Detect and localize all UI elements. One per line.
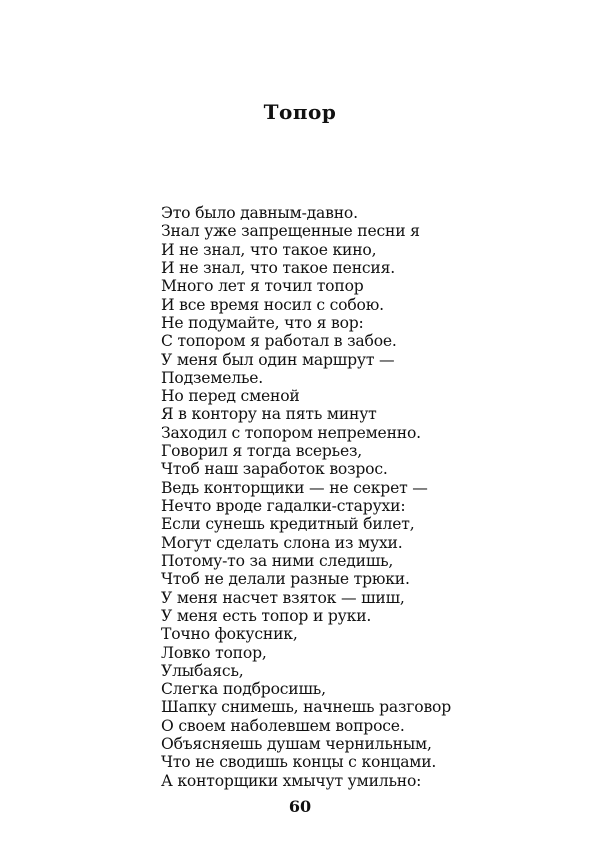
page-title: Топор xyxy=(263,100,337,124)
poem-line: С топором я работал в забое. xyxy=(161,332,397,351)
poem-body xyxy=(161,204,451,790)
poem-line: Чтоб не делали разные трюки. xyxy=(161,570,410,589)
poem-line: О своем наболевшем вопросе. xyxy=(161,716,405,735)
poem-line: Чтоб наш заработок возрос. xyxy=(161,460,388,479)
poem-line: Нечто вроде гадалки-старухи: xyxy=(161,497,406,515)
page-number: 60 xyxy=(288,797,312,816)
poem-line: Ведь конторщики — не секрет — xyxy=(161,478,428,497)
poem-line: У меня есть топор и руки. xyxy=(161,606,372,625)
poem-line: Заходил с топором непременно. xyxy=(161,423,421,442)
poem-line: И не знал, что такое кино, xyxy=(161,240,377,259)
poem-line: Точно фокусник, xyxy=(161,625,298,644)
poem-line: И не знал, что такое пенсия. xyxy=(161,258,396,277)
poem-line: А конторщики хмычут умильно: xyxy=(161,771,422,790)
poem-line: Подземелье. xyxy=(161,368,264,387)
poem-line: Это было давным-давно. xyxy=(161,204,358,222)
poem-line: Много лет я точил топор xyxy=(161,277,364,296)
poem-line: Я в контору на пять минут xyxy=(161,405,377,424)
poem-line: Если сунешь кредитный билет, xyxy=(161,515,415,534)
poem-line: Могут сделать слона из мухи. xyxy=(161,533,403,552)
poem-line: Улыбаясь, xyxy=(161,661,244,680)
poem-line: Не подумайте, что я вор: xyxy=(161,313,364,332)
poem-line: Что не сводишь концы с концами. xyxy=(161,753,437,772)
poem-line: И все время носил с собою. xyxy=(161,295,384,314)
poem-line: У меня был один маршрут — xyxy=(161,350,395,369)
poem-line: Шапку снимешь, начнешь разговор xyxy=(161,698,451,717)
poem-line: Объясняешь душам чернильным, xyxy=(161,735,432,754)
poem-line: У меня насчет взяток — шиш, xyxy=(161,588,405,607)
poem-line: Потому-то за ними следишь, xyxy=(161,551,394,570)
poem-line: Ловко топор, xyxy=(161,643,267,662)
poem-line: Но перед сменой xyxy=(161,387,300,406)
poem-line: Знал уже запрещенные песни я xyxy=(161,222,420,241)
poem-line: Говорил я тогда всерьез, xyxy=(161,442,363,461)
poem-line: Слегка подбросишь, xyxy=(161,680,326,699)
